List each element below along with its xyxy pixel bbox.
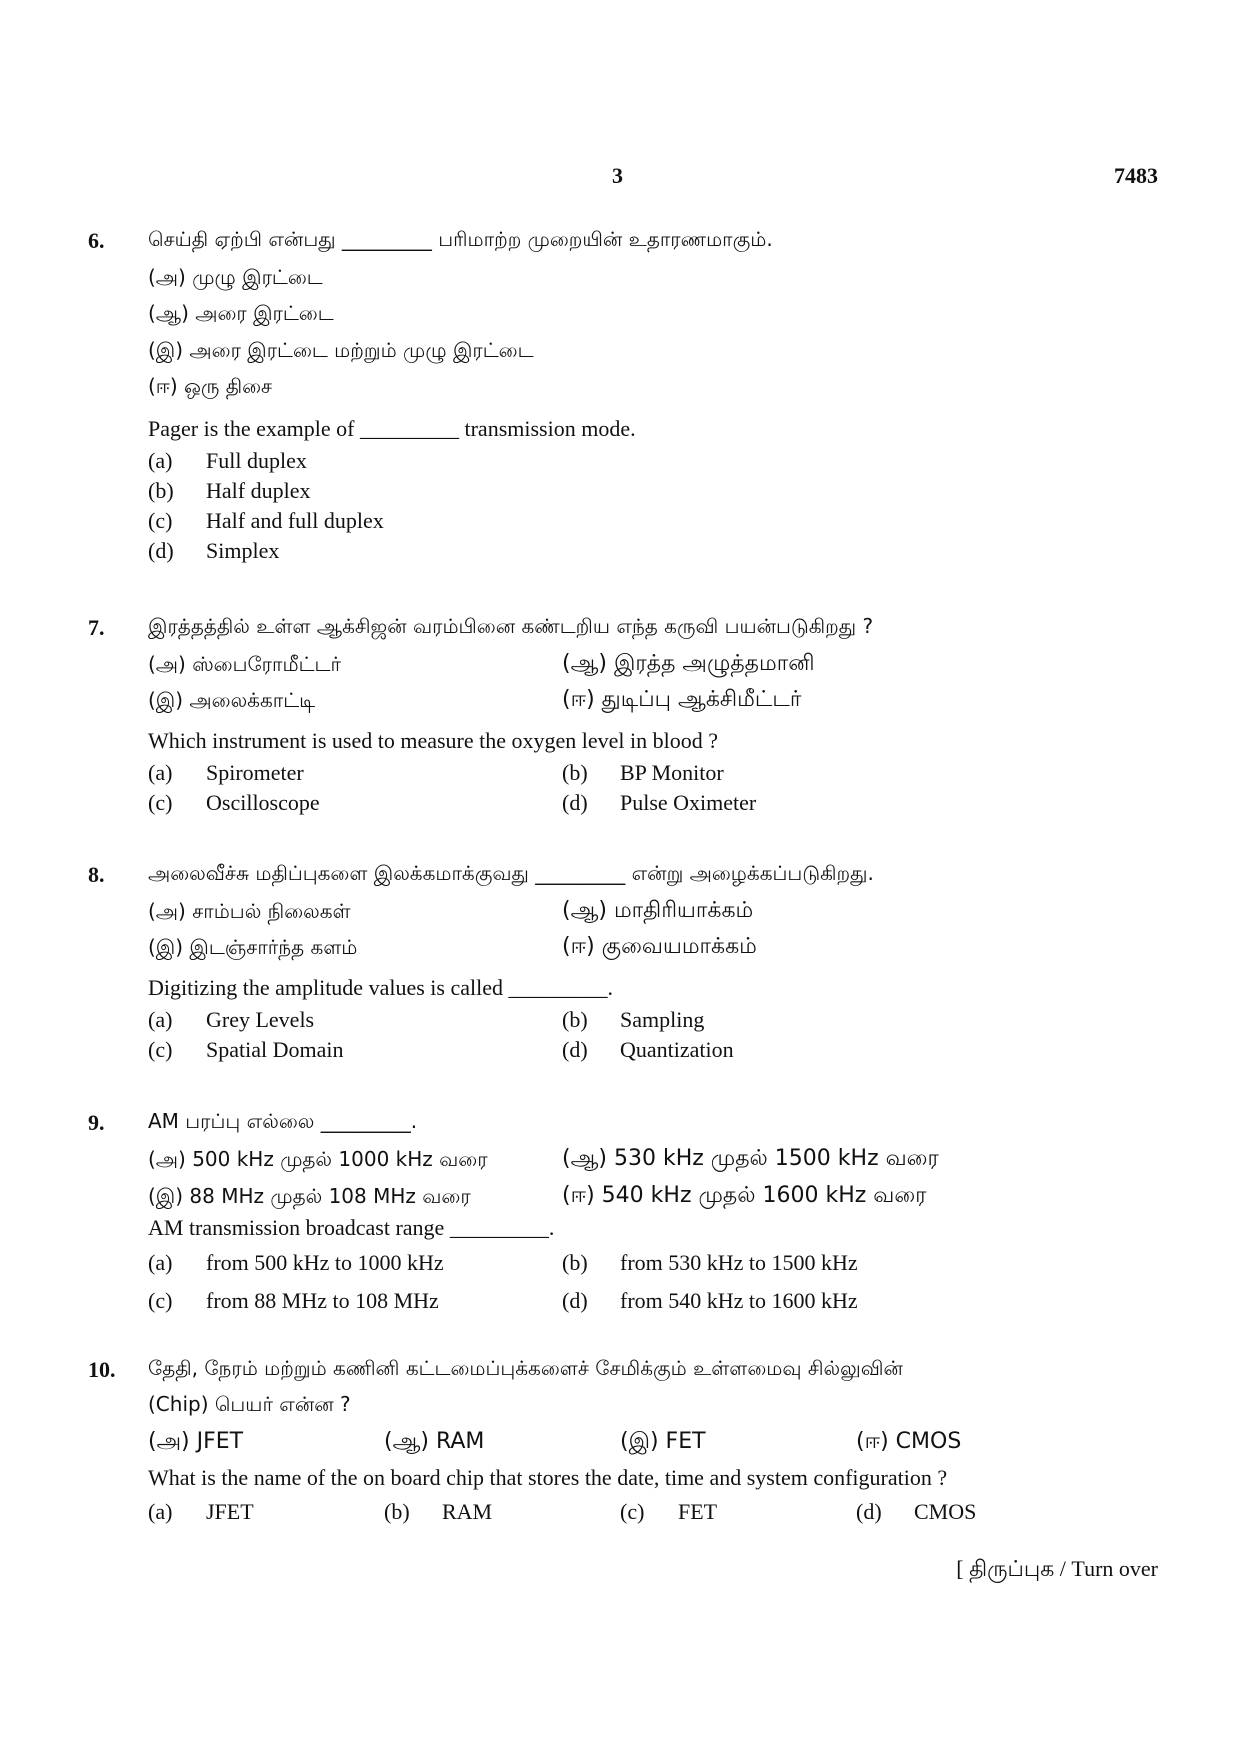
tamil-option-d: (ஈ) 540 kHz முதல் 1600 kHz வரை: [562, 1183, 927, 1208]
option-d: (d) from 540 kHz to 1600 kHz: [562, 1288, 858, 1313]
tamil-option-a: (அ) சாம்பல் நிலைகள்: [148, 899, 351, 923]
tamil-option-d: (ஈ) ஒரு திசை: [148, 374, 273, 398]
tamil-option-d: (ஈ) துடிப்பு ஆக்சிமீட்டர்: [562, 687, 802, 712]
option-d: (d) CMOS: [856, 1499, 977, 1524]
english-question: Digitizing the amplitude values is called _________.: [148, 975, 613, 1000]
tamil-option-c: (இ) அலைக்காட்டி: [148, 688, 316, 712]
option-d: (d) Pulse Oximeter: [562, 790, 757, 815]
question-number: 7.: [88, 615, 105, 640]
tamil-question-continued: (Chip) பெயர் என்ன ?: [148, 1392, 351, 1416]
tamil-option-c: (இ) FET: [620, 1429, 706, 1454]
option-b: (b) BP Monitor: [562, 760, 724, 785]
tamil-option-a: (அ) 500 kHz முதல் 1000 kHz வரை: [148, 1147, 488, 1171]
option-c: (c) Oscilloscope: [148, 790, 320, 815]
option-d: (d) Quantization: [562, 1037, 734, 1062]
option-c: (c) Spatial Domain: [148, 1037, 344, 1062]
option-a: (a) JFET: [148, 1499, 254, 1524]
paper-code: 7483: [1114, 163, 1158, 188]
option-c: (c) Half and full duplex: [148, 508, 384, 533]
tamil-question: தேதி, நேரம் மற்றும் கணினி கட்டமைப்புக்களைச் சேமிக்கும் உள்ளமைவு சில்லுவின்: [148, 1356, 903, 1380]
option-d: (d) Simplex: [148, 538, 280, 563]
tamil-option-a: (அ) முழு இரட்டை: [148, 265, 323, 289]
page-number: 3: [612, 163, 623, 188]
tamil-question: AM பரப்பு எல்லை _________.: [148, 1109, 418, 1133]
tamil-option-a: (அ) ஸ்பைரோமீட்டர்: [148, 652, 341, 676]
tamil-option-c: (இ) 88 MHz முதல் 108 MHz வரை: [148, 1184, 471, 1208]
english-question: Pager is the example of _________ transmission mode.: [148, 416, 636, 441]
question-number: 9.: [88, 1110, 105, 1135]
option-c: (c) from 88 MHz to 108 MHz: [148, 1288, 439, 1313]
option-a: (a) from 500 kHz to 1000 kHz: [148, 1250, 444, 1275]
tamil-option-d: (ஈ) CMOS: [856, 1429, 962, 1454]
english-question: What is the name of the on board chip that stores the date, time and system configuration ?: [148, 1465, 948, 1490]
english-question: AM transmission broadcast range _________.: [148, 1215, 555, 1240]
option-a: (a) Spirometer: [148, 760, 304, 785]
question-number: 6.: [88, 228, 105, 253]
english-question: Which instrument is used to measure the oxygen level in blood ?: [148, 728, 719, 753]
tamil-option-d: (ஈ) குவையமாக்கம்: [562, 934, 757, 959]
tamil-option-c: (இ) இடஞ்சார்ந்த களம்: [148, 935, 358, 959]
tamil-question: அலைவீச்சு மதிப்புகளை இலக்கமாக்குவது _________ என்று அழைக்கப்படுகிறது.: [148, 861, 874, 885]
tamil-question: இரத்தத்தில் உள்ள ஆக்சிஜன் வரம்பினை கண்டறிய எந்த கருவி பயன்படுகிறது ?: [148, 614, 874, 638]
tamil-option-a: (அ) JFET: [148, 1429, 244, 1454]
tamil-option-b: (ஆ) அரை இரட்டை: [148, 301, 334, 325]
option-b: (b) Sampling: [562, 1007, 705, 1032]
tamil-option-c: (இ) அரை இரட்டை மற்றும் முழு இரட்டை: [148, 338, 534, 362]
tamil-option-b: (ஆ) RAM: [384, 1429, 485, 1454]
tamil-question: செய்தி ஏற்பி என்பது _________ பரிமாற்ற முறையின் உதாரணமாகும்.: [148, 227, 773, 251]
turn-over-note: [ திருப்புக / Turn over: [956, 1556, 1158, 1581]
question-number: 8.: [88, 862, 105, 887]
option-b: (b) Half duplex: [148, 478, 311, 503]
tamil-option-b: (ஆ) 530 kHz முதல் 1500 kHz வரை: [562, 1146, 939, 1171]
question-number: 10.: [88, 1357, 116, 1382]
option-a: (a) Full duplex: [148, 448, 307, 473]
tamil-option-b: (ஆ) மாதிரியாக்கம்: [562, 898, 754, 923]
tamil-option-b: (ஆ) இரத்த அழுத்தமானி: [562, 651, 815, 676]
option-b: (b) RAM: [384, 1499, 493, 1524]
option-b: (b) from 530 kHz to 1500 kHz: [562, 1250, 858, 1275]
option-a: (a) Grey Levels: [148, 1007, 315, 1032]
option-c: (c) FET: [620, 1499, 718, 1524]
